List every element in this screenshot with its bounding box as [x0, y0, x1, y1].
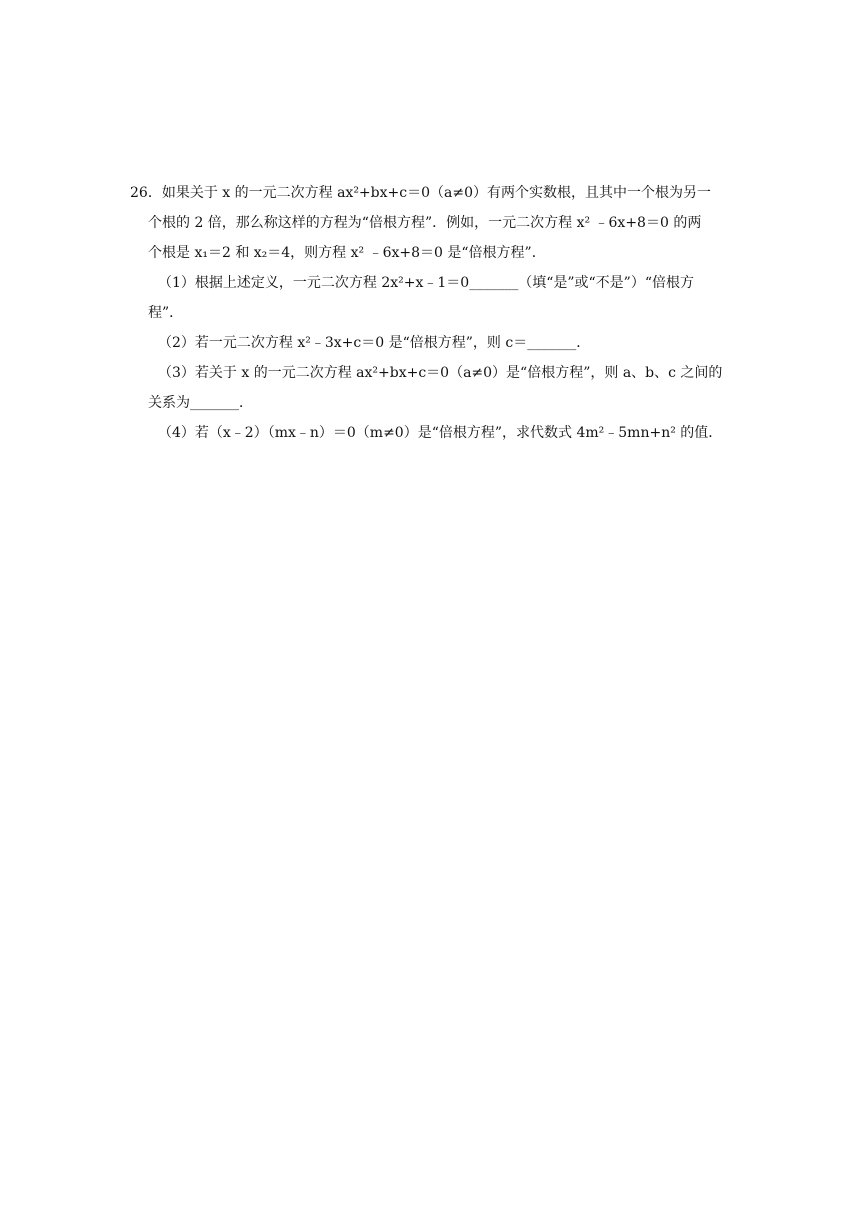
part-2-text-1: （2）若一元二次方程 x²﹣3x+c＝0 是“倍根方程”，则 c＝_______． — [158, 335, 591, 351]
problem-intro-line-2: 个根的 2 倍，那么称这样的方程为“倍根方程”．例如，一元二次方程 x² ﹣6x+8＝0 的两 — [148, 215, 702, 231]
problem-line-1 — [130, 178, 730, 208]
part-4-line-1 — [130, 418, 730, 448]
part-2-line-1 — [130, 328, 730, 358]
part-3-text-1: （3）若关于 x 的一元二次方程 ax²+bx+c＝0（a≠0）是“倍根方程”，则 a、b、c 之间的 — [158, 365, 723, 381]
part-1-line-2 — [130, 298, 730, 328]
part-1-line-1 — [130, 268, 730, 298]
problem-intro-line-3: 个根是 x₁＝2 和 x₂＝4，则方程 x² ﹣6x+8＝0 是“倍根方程”． — [148, 245, 546, 261]
problem-intro-line-1: 如果关于 x 的一元二次方程 ax²+bx+c＝0（a≠0）有两个实数根，且其中一个根为另一 — [161, 185, 711, 201]
part-1-text-1: （1）根据上述定义，一元二次方程 2x²+x﹣1＝0_______（填“是”或“不是”）“倍根方 — [158, 275, 694, 291]
problem-line-2 — [130, 208, 730, 238]
problem-line-3 — [130, 238, 730, 268]
part-3-text-2: 关系为_______． — [148, 395, 253, 411]
problem-26 — [130, 178, 730, 448]
part-4-text-1: （4）若（x﹣2）（mx﹣n）＝0（m≠0）是“倍根方程”，求代数式 4m²﹣5mn+n² 的值． — [158, 425, 723, 441]
part-3-line-2 — [130, 388, 730, 418]
problem-number: 26． — [130, 185, 162, 201]
part-3-line-1 — [130, 358, 730, 388]
part-1-text-2: 程”． — [148, 305, 184, 321]
